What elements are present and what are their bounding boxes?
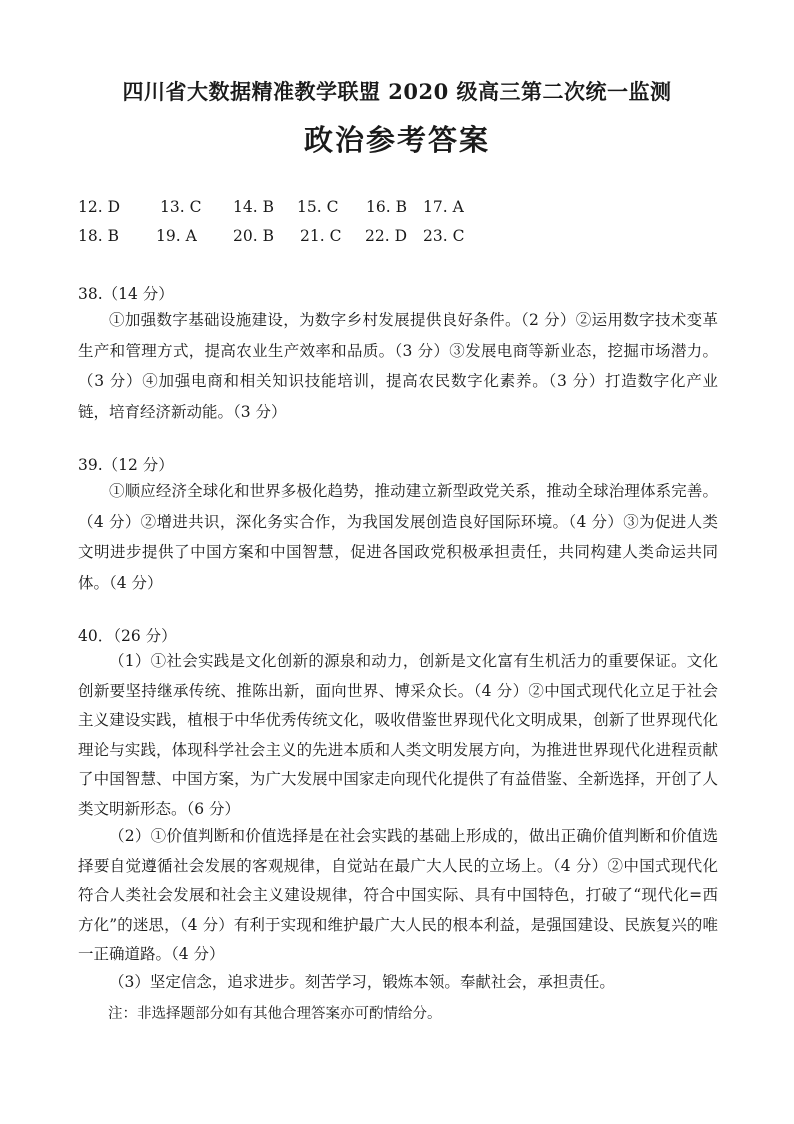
question-40-part-3: （3）坚定信念，追求进步。刻苦学习，锻炼本领。奉献社会，承担责任。 xyxy=(109,973,615,991)
choice-answer: 22. D xyxy=(365,227,408,245)
choice-answer: 14. B xyxy=(233,198,274,216)
choice-answer: 23. C xyxy=(423,227,465,245)
choice-answer: 18. B xyxy=(78,227,119,245)
choice-answer: 20. B xyxy=(233,227,274,245)
choice-answer: 13. C xyxy=(160,198,202,216)
question-38-heading: 38.（14 分） xyxy=(78,285,174,303)
grading-note: 注：非选择题部分如有其他合理答案亦可酌情给分。 xyxy=(108,1006,442,1022)
choice-answer: 12. D xyxy=(78,198,121,216)
choice-answer: 16. B xyxy=(366,198,407,216)
choice-answer: 15. C xyxy=(297,198,339,216)
document-title: 四川省大数据精准教学联盟 2020 级高三第二次统一监测 xyxy=(122,79,672,104)
question-40-heading: 40．（26 分） xyxy=(78,627,177,645)
choice-answer: 17. A xyxy=(423,198,464,216)
choice-answer: 19. A xyxy=(156,227,197,245)
document-subtitle: 政治参考答案 xyxy=(303,123,490,157)
question-39-answer: ①顺应经济全球化和世界多极化趋势，推动建立新型政党关系，推动全球治理体系完善。（4 分）②增进共识，深化务实合作，为我国发展创造良好国际环境。（4 分）③为促进人类文明进步提供了中国方案和中国智慧，促进各国政党积极承担责任，共同构建人类命运共同体。（4 分） xyxy=(78,482,718,592)
question-39-heading: 39.（12 分） xyxy=(78,456,174,474)
question-40-part-2: （2）①价值判断和价值选择是在社会实践的基础上形成的，做出正确价值判断和价值选择要自觉遵循社会发展的客观规律，自觉站在最广大人民的立场上。（4 分）②中国式现代化符合人类社会发展和社会主义建设规律，符合中国实际、具有中国特色，打破了“现代化=西方化”的迷思，（4 分）有利于实现和维护最广大人民的根本利益，是强国建设、民族复兴的唯一正确道路。（4 分） xyxy=(78,827,718,963)
question-38-answer: ①加强数字基础设施建设，为数字乡村发展提供良好条件。（2 分）②运用数字技术变革生产和管理方式，提高农业生产效率和品质。（3 分）③发展电商等新业态，挖掘市场潜力。（3 分）④加强电商和相关知识技能培训，提高农民数字化素养。（3 分）打造数字化产业链，培育经济新动能。（3 分） xyxy=(78,311,718,421)
choice-answer: 21. C xyxy=(300,227,342,245)
question-40-part-1: （1）①社会实践是文化创新的源泉和动力，创新是文化富有生机活力的重要保证。文化创新要坚持继承传统、推陈出新，面向世界、博采众长。（4 分）②中国式现代化立足于社会主义建设实践，植根于中华优秀传统文化，吸收借鉴世界现代化文明成果，创新了世界现代化理论与实践，体现科学社会主义的先进本质和人类文明发展方向，为推进世界现代化进程贡献了中国智慧、中国方案，为广大发展中国家走向现代化提供了有益借鉴、全新选择，开创了人类文明新形态。（6 分） xyxy=(78,652,718,818)
